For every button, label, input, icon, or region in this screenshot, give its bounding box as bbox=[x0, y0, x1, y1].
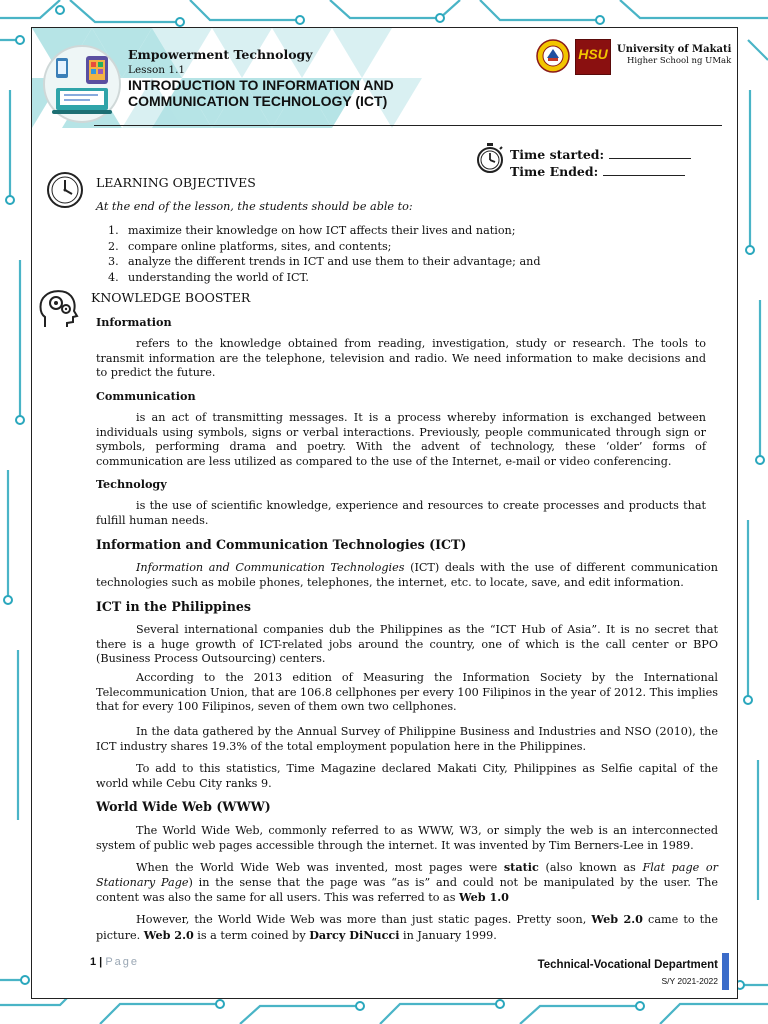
time-ended-label: Time Ended: bbox=[510, 164, 599, 179]
ict-heading: Information and Communication Technologies (ICT) bbox=[96, 537, 467, 552]
objective-item: 1. maximize their knowledge on how ICT affects their lives and nation; bbox=[108, 224, 516, 237]
technology-heading: Technology bbox=[96, 477, 167, 491]
time-started-blank[interactable] bbox=[609, 149, 691, 159]
objectives-heading: LEARNING OBJECTIVES bbox=[96, 175, 256, 190]
www-paragraph-3: However, the World Wide Web was more than just static pages. Pretty soon, Web 2.0 came to the picture. Web 2.0 is a term coined by Darcy DiNucci in January 1999. bbox=[96, 912, 718, 942]
lesson-number: Lesson 1.1 bbox=[128, 64, 186, 76]
lesson-device-icon bbox=[42, 44, 122, 124]
objectives-list bbox=[108, 223, 708, 285]
time-started-label: Time started: bbox=[510, 147, 605, 162]
communication-heading: Communication bbox=[96, 389, 196, 403]
header-rule bbox=[94, 125, 722, 126]
objective-item: 2. compare online platforms, sites, and contents; bbox=[108, 239, 392, 253]
ph-paragraph-4: To add to this statistics, Time Magazine declared Makati City, Philippines as Selfie capital of the world while Cebu City ranks 9. bbox=[96, 762, 718, 790]
time-ended-blank[interactable] bbox=[603, 166, 685, 176]
time-started-row bbox=[510, 146, 691, 163]
module-page bbox=[31, 27, 738, 999]
footer-accent-bar bbox=[722, 953, 729, 990]
time-ended-row bbox=[510, 163, 691, 180]
department-label: Technical-Vocational Department bbox=[537, 959, 718, 971]
page-number-value: 1 bbox=[90, 956, 97, 968]
www-paragraph-1: The World Wide Web, commonly referred to as WWW, W3, or simply the web is an interconnected system of public web pages accessible through the internet. It was invented by Tim Berners-Lee in 1989. bbox=[96, 824, 718, 852]
ph-paragraph-3: In the data gathered by the Annual Survey of Philippine Business and Industries and NSO (2010), the ICT industry shares 19.3% of the total employment population here in the Philippines. bbox=[96, 725, 718, 753]
hsu-logo bbox=[575, 39, 611, 75]
ph-paragraph-1: Several international companies dub the Philippines as the “ICT Hub of Asia”. It is no secret that there is a huge growth of ICT-related jobs around the country, one of which is the call center or BPO (Business Process Outsourcing) centers. bbox=[96, 623, 718, 666]
time-box bbox=[510, 146, 691, 180]
objective-item: 3. analyze the different trends in ICT and use them to their advantage; and bbox=[108, 255, 541, 268]
subject-title: Empowerment Technology bbox=[128, 47, 313, 62]
lesson-title bbox=[128, 77, 394, 109]
page-number bbox=[90, 956, 139, 968]
university-seal-logo bbox=[536, 39, 570, 73]
communication-paragraph: is an act of transmitting messages. It is a process whereby information is exchanged between individuals using symbols, signs or verbal interactions. Previously, people communicated through sign or symbols, performing drama and poetry. With the advent of technology, these ‘older’ forms of communication are less utilized as compared to the use of the Internet, e-mail or video conferencing. bbox=[96, 411, 706, 468]
page-separator: | bbox=[96, 956, 106, 968]
technology-paragraph: is the use of scientific knowledge, experience and resources to create processes and products that fulfill human needs. bbox=[96, 499, 706, 527]
information-paragraph: refers to the knowledge obtained from reading, investigation, study or research. The tools to transmit information are the telephone, television and radio. We need information to make decisions and to predict the future. bbox=[96, 337, 706, 380]
objective-item: 4. understanding the world of ICT. bbox=[108, 270, 309, 284]
head-gears-icon bbox=[37, 287, 81, 329]
objectives-intro bbox=[96, 200, 716, 215]
ph-heading: ICT in the Philippines bbox=[96, 599, 251, 614]
www-heading: World Wide Web (WWW) bbox=[96, 799, 271, 814]
lesson-title-line1: INTRODUCTION TO INFORMATION AND bbox=[128, 77, 394, 93]
school-name: Higher School ng UMak bbox=[627, 56, 732, 66]
ph-paragraph-2: According to the 2013 edition of Measuring the Information Society by the International Telecommunication Union, that are 106.8 cellphones per every 100 Filipinos in the year of 2012. This implies that for every 100 Filipinos, seven of them own two cellphones. bbox=[96, 671, 718, 714]
lesson-title-line2: COMMUNICATION TECHNOLOGY (ICT) bbox=[128, 93, 388, 109]
ict-paragraph: Information and Communication Technologies (ICT) deals with the use of different communication technologies such as mobile phones, telephones, the internet, etc. to locate, save, and edit information. bbox=[96, 561, 718, 589]
booster-heading: KNOWLEDGE BOOSTER bbox=[91, 290, 251, 305]
information-heading: Information bbox=[96, 315, 172, 329]
www-paragraph-2: When the World Wide Web was invented, most pages were static (also known as Flat page or Stationary Page) in the sense that the page was “as is” and could not be manipulated by the user. The content was also the same for all users. This was referred to as Web 1.0 bbox=[96, 860, 719, 905]
hsu-logo-text: HSU bbox=[578, 46, 608, 62]
stopwatch-icon bbox=[474, 142, 506, 174]
page-word: Page bbox=[105, 956, 140, 968]
objectives-intro-text: At the end of the lesson, the students should be able to: bbox=[96, 200, 413, 213]
university-name: University of Makati bbox=[617, 44, 732, 55]
school-year-label: S/Y 2021-2022 bbox=[661, 976, 718, 986]
clock-icon bbox=[45, 170, 85, 210]
